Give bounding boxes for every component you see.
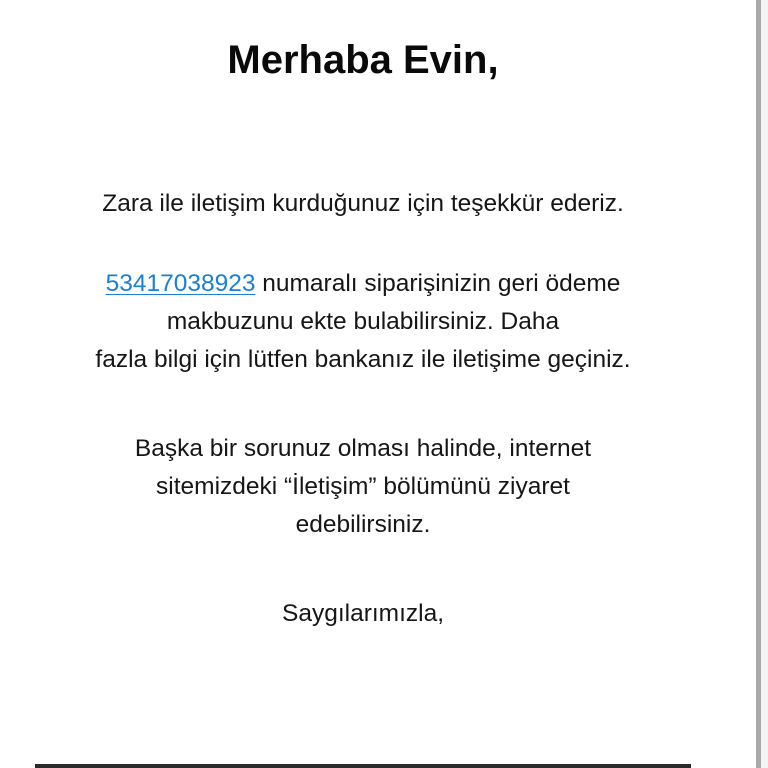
help-paragraph bbox=[20, 430, 706, 544]
email-greeting: Merhaba Evin, bbox=[227, 38, 499, 82]
order-line-2-text: makbuzunu ekte bulabilirsiniz. Daha bbox=[166, 308, 560, 335]
signoff-text: Saygılarımızla, bbox=[281, 600, 445, 627]
order-line-3-text: fazla bilgi için lütfen bankanız ile iletişime geçiniz. bbox=[95, 346, 631, 373]
right-edge-margin bbox=[761, 0, 768, 768]
order-number-link[interactable]: 53417038923 bbox=[105, 270, 256, 297]
thanks-paragraph bbox=[20, 185, 706, 223]
thanks-text: Zara ile iletişim kurduğunuz için teşekkür ederiz. bbox=[102, 190, 624, 217]
help-line-3-text: edebilirsiniz. bbox=[295, 511, 431, 538]
order-line-1-text: numaralı siparişinizin geri ödeme bbox=[255, 270, 621, 297]
help-line-2-text: sitemizdeki “İletişim” bölümünü ziyaret bbox=[156, 473, 570, 500]
signoff-paragraph bbox=[20, 595, 706, 633]
order-paragraph bbox=[20, 265, 706, 379]
bottom-divider bbox=[35, 764, 691, 768]
help-line-1-text: Başka bir sorunuz olması halinde, internet bbox=[134, 435, 592, 462]
